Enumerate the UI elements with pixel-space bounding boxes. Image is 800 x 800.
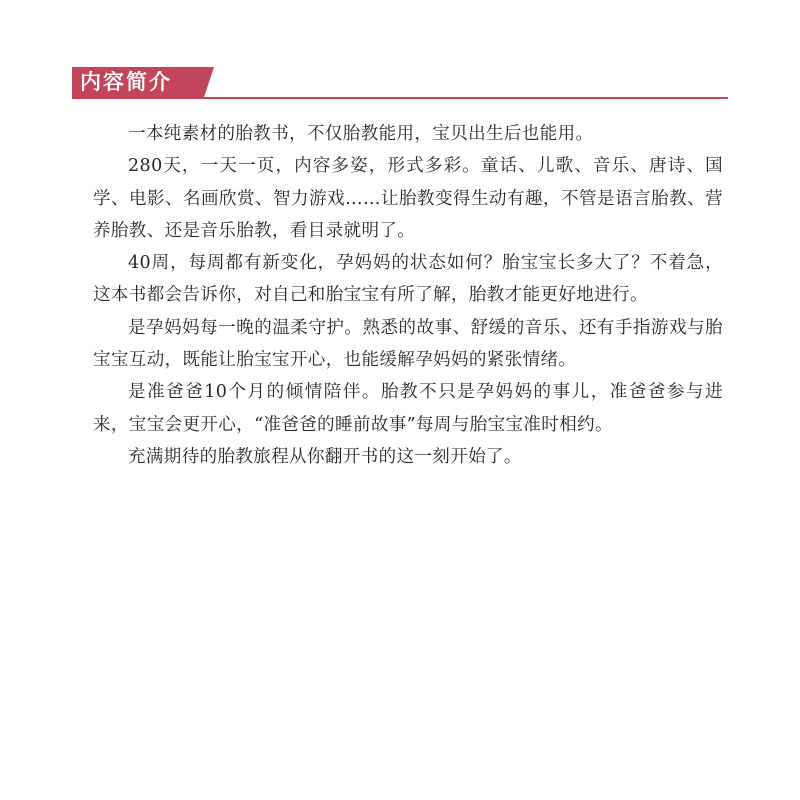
section-header	[72, 67, 728, 98]
section-title: 内容简介	[80, 70, 172, 94]
summary-paragraph-1: 一本纯素材的胎教书，不仅胎教能用，宝贝出生后也能用。	[128, 124, 594, 144]
summary-paragraph-3: 40周，每周都有新变化，孕妈妈的状态如何？胎宝宝长多大了？不着急，这本书都会告诉你，对自己和胎宝宝有所了解，胎教才能更好地进行。	[93, 253, 723, 306]
section-divider	[72, 97, 728, 99]
summary-paragraph-2: 280天，一天一页，内容多姿，形式多彩。童话、儿歌、音乐、唐诗、国学、电影、名画欣赏、智力游戏……让胎教变得生动有趣，不管是语言胎教、营养胎教、还是音乐胎教，看目录就明了。	[93, 156, 723, 241]
summary-paragraph-4: 是孕妈妈每一晚的温柔守护。熟悉的故事、舒缓的音乐、还有手指游戏与胎宝宝互动，既能让胎宝宝开心，也能缓解孕妈妈的紧张情绪。	[93, 317, 723, 371]
summary-body	[93, 118, 723, 473]
summary-paragraph-6: 充满期待的胎教旅程从你翻开书的这一刻开始了。	[128, 446, 522, 467]
summary-paragraph-5: 是准爸爸10个月的倾情陪伴。胎教不只是孕妈妈的事儿，准爸爸参与进来，宝宝会更开心，“准爸爸的睡前故事”每周与胎宝宝准时相约。	[93, 382, 723, 435]
